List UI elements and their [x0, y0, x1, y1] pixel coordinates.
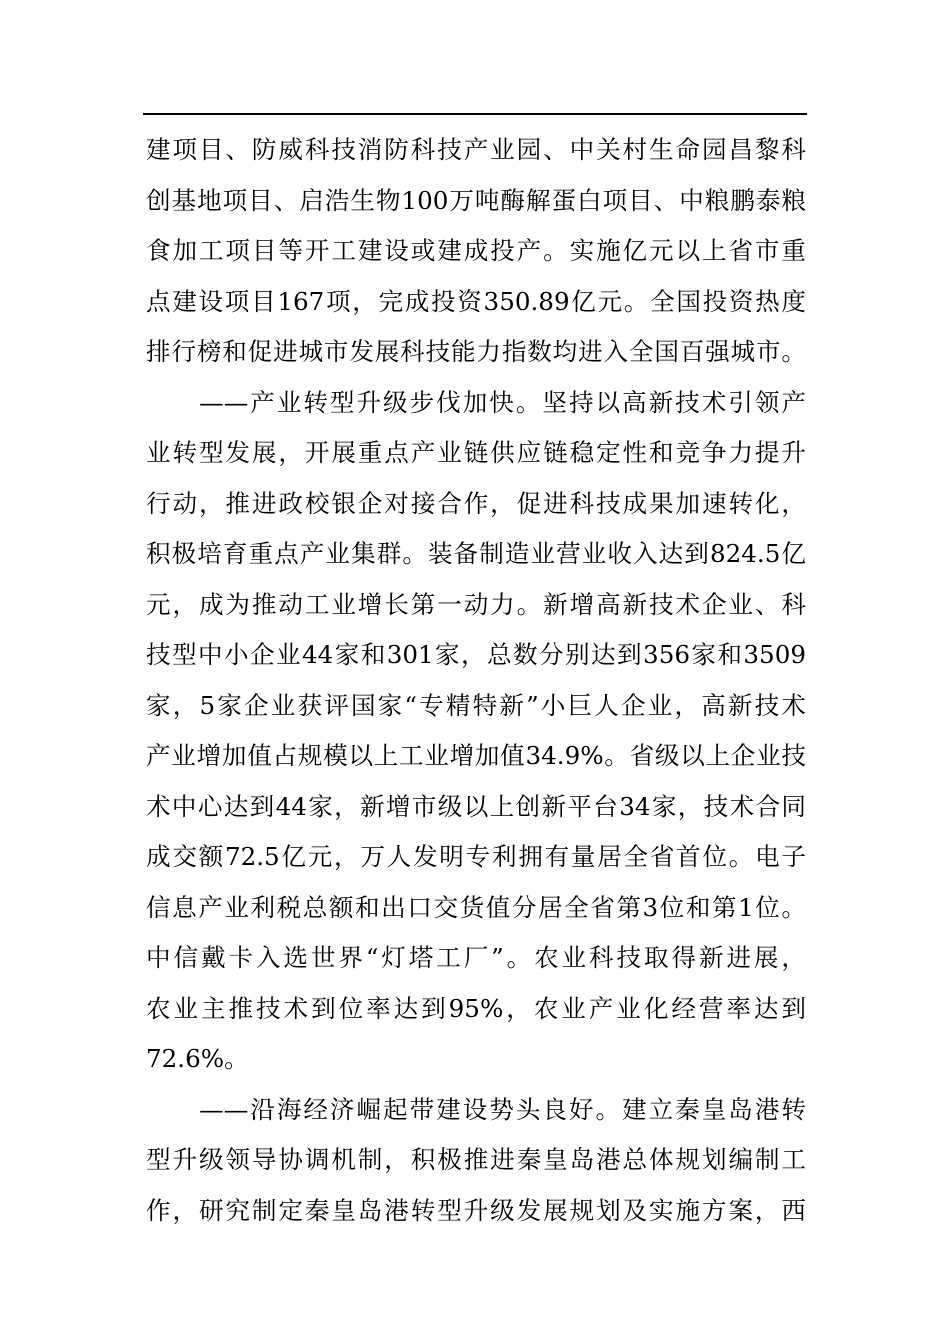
text-line: 创基地项目、启浩生物100万吨酶解蛋白项目、中粮鹏泰粮 [146, 185, 806, 215]
header-rule [143, 113, 807, 115]
text-line: 元，成为推动工业增长第一动力。新增高新技术企业、科 [146, 589, 806, 619]
text-line: 成交额72.5亿元，万人发明专利拥有量居全省首位。电子 [146, 842, 806, 871]
text-line: 点建设项目167项，完成投资350.89亿元。全国投资热度 [146, 286, 806, 316]
text-line: 型升级领导协调机制，积极推进秦皇岛港总体规划编制工 [146, 1145, 806, 1174]
text-line: 家，5家企业获评国家“专精特新”小巨人企业，高新技术 [146, 690, 806, 720]
text-line: 信息产业利税总额和出口交货值分居全省第3位和第1位。 [146, 892, 806, 922]
text-line: 术中心达到44家，新增市级以上创新平台34家，技术合同 [146, 791, 806, 821]
text-line: 产业增加值占规模以上工业增加值34.9%。省级以上企业技 [146, 741, 806, 770]
text-line: 食加工项目等开工建设或建成投产。实施亿元以上省市重 [146, 236, 806, 265]
text-line: 作，研究制定秦皇岛港转型升级发展规划及实施方案，西 [146, 1195, 806, 1225]
text-line: 中信戴卡入选世界“灯塔工厂”。农业科技取得新进展， [146, 943, 806, 972]
text-line: ——产业转型升级步伐加快。坚持以高新技术引领产 [146, 387, 806, 417]
text-line: 技型中小企业44家和301家，总数分别达到356家和3509 [146, 640, 806, 669]
document-body [146, 125, 806, 1236]
text-line: 积极培育重点产业集群。装备制造业营业收入达到824.5亿 [146, 539, 806, 568]
text-line: 业转型发展，开展重点产业链供应链稳定性和竞争力提升 [146, 438, 806, 467]
text-line: ——沿海经济崛起带建设势头良好。建立秦皇岛港转 [146, 1094, 806, 1124]
text-line: 排行榜和促进城市发展科技能力指数均进入全国百强城市。 [146, 337, 806, 366]
text-line: 行动，推进政校银企对接合作，促进科技成果加速转化， [146, 488, 806, 518]
text-line: 建项目、防威科技消防科技产业园、中关村生命园昌黎科 [146, 135, 806, 164]
text-line: 农业主推技术到位率达到95%，农业产业化经营率达到 [146, 993, 806, 1023]
text-line: 72.6%。 [146, 1044, 249, 1073]
